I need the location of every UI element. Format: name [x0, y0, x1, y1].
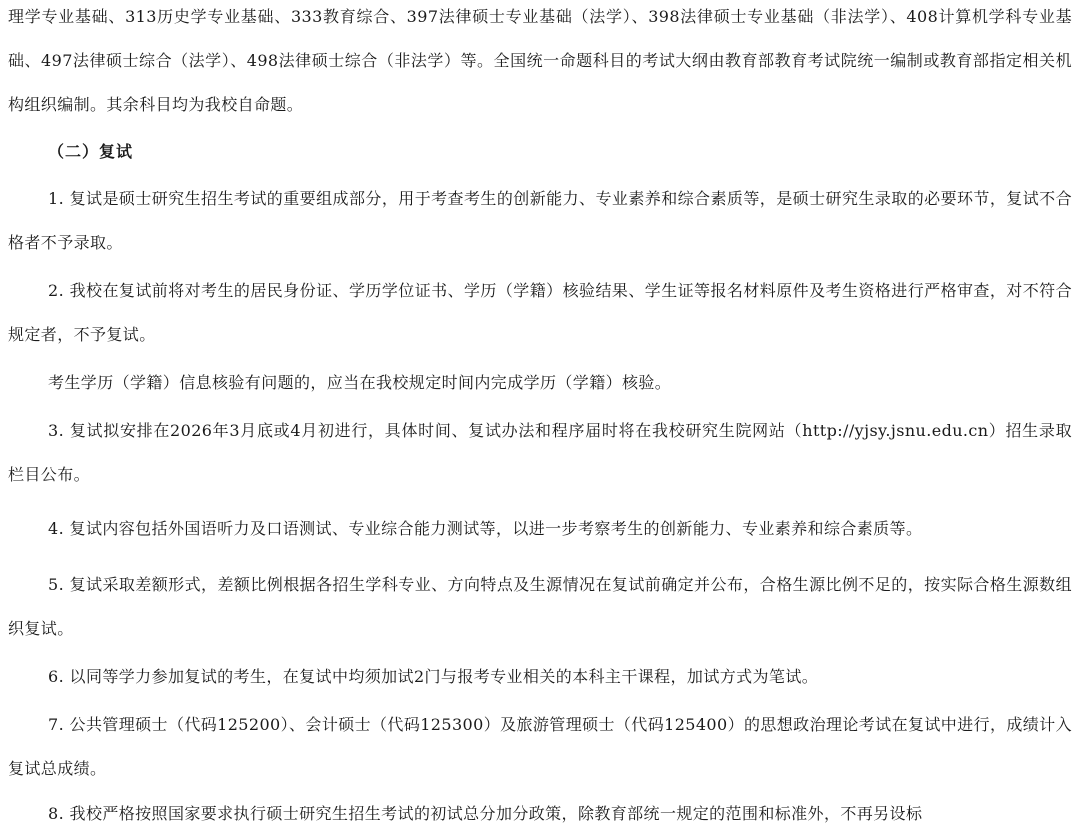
list-item-8: 8. 我校严格按照国家要求执行硕士研究生招生考试的初试总分加分政策，除教育部统一规定的范围和标准外，不再另设标 [48, 804, 923, 823]
list-item-2: 2. 我校在复试前将对考生的居民身份证、学历学位证书、学历（学籍）核验结果、学生证等报名材料原件及考生资格进行严格审查，对不符合规定者，不予复试。 [8, 281, 1072, 344]
list-item-4: 4. 复试内容包括外国语听力及口语测试、专业综合能力测试等，以进一步考察考生的创新能力、专业素养和综合素质等。 [48, 519, 923, 538]
list-item-6: 6. 以同等学力参加复试的考生，在复试中均须加试2门与报考专业相关的本科主干课程，加试方式为笔试。 [48, 667, 819, 686]
list-item-1: 1. 复试是硕士研究生招生考试的重要组成部分，用于考查考生的创新能力、专业素养和综合素质等，是硕士研究生录取的必要环节，复试不合格者不予录取。 [8, 189, 1072, 252]
list-item-3: 3. 复试拟安排在2026年3月底或4月初进行，具体时间、复试办法和程序届时将在我校研究生院网站（http://yjsy.jsnu.edu.cn）招生录取栏目公布。 [8, 421, 1072, 484]
section-heading: （二）复试 [48, 142, 134, 161]
list-item-2-note: 考生学历（学籍）信息核验有问题的，应当在我校规定时间内完成学历（学籍）核验。 [48, 373, 672, 392]
intro-paragraph: 理学专业基础、313历史学专业基础、333教育综合、397法律硕士专业基础（法学）、398法律硕士专业基础（非法学）、408计算机学科专业基础、497法律硕士综合（法学）、498法律硕士综合（非法学）等。全国统一命题科目的考试大纲由教育部教育考试院统一编制或教育部指定相关机构组织编制。其余科目均为我校自命题。 [8, 7, 1072, 114]
list-item-5: 5. 复试采取差额形式，差额比例根据各招生学科专业、方向特点及生源情况在复试前确定并公布，合格生源比例不足的，按实际合格生源数组织复试。 [8, 575, 1072, 638]
list-item-7: 7. 公共管理硕士（代码125200）、会计硕士（代码125300）及旅游管理硕士（代码125400）的思想政治理论考试在复试中进行，成绩计入复试总成绩。 [8, 715, 1072, 778]
